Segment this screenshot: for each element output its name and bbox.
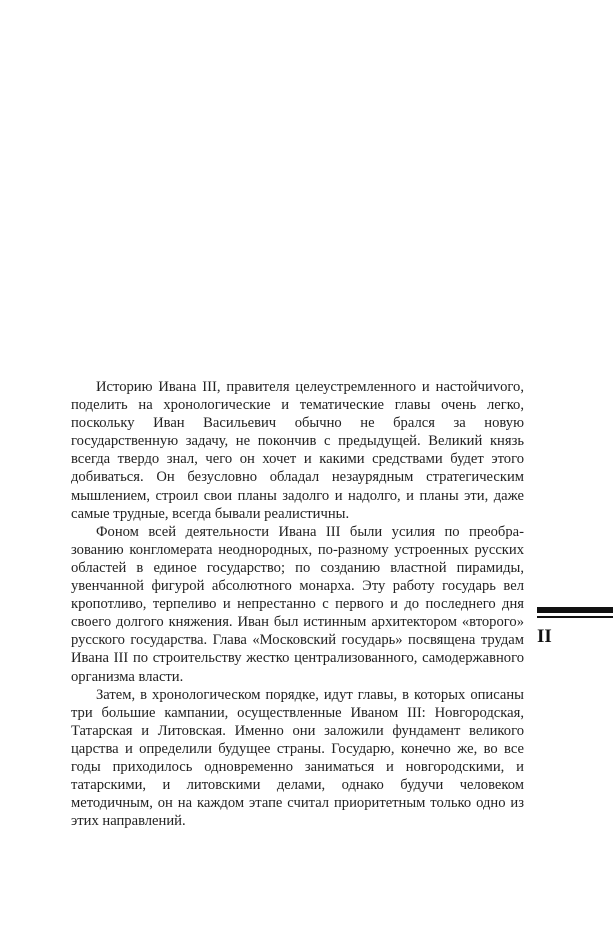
paragraph-3: Затем, в хронологическом порядке, идут главы, в которых описаны три большие кампании, осуществленные Иваном III: Новгородская, Татарская и Литовская. Именно они заложили фундамент великого царства и определили будущее страны. Государю, конечно же, во все годы приходилось одновременно заниматься и новгородскими, и татарскими, и литовскими делами, однако будучи человеком методичным, он на каждом этапе считал приоритетным только одно из этих направлений. <box>71 686 524 830</box>
section-rule-thick <box>537 607 613 613</box>
section-rule-thin <box>537 616 613 618</box>
section-marker: II <box>537 626 552 647</box>
paragraph-2: Фоном всей деятельности Ивана III были усилия по преобразованию конгломерата неоднородных, по-разному устроенных русских областей в единое государство; по созданию властной пирамиды, увенчанной фигурой абсолютного монарха. Эту работу государь вел кропотливо, терпеливо и непрестанно с первого и до последнего дня своего долгого княжения. Иван был истинным архитектором «второго» русского государства. Глава «Московский государь» посвящена трудам Ивана III по строительству жестко централизованного, самодержавного организма власти. <box>71 523 524 685</box>
paragraph-1: Историю Ивана III, правителя целеустремленного и настойчиvого, поделить на хронологические и тематические главы очень легко, поскольку Иван Васильевич обычно не брался за новую государственную задачу, не покончив с предыдущей. Великий князь всегда твердо знал, чего он хочет и какими средствами будет этого добиваться. Он безусловно обладал незаурядным стратегическим мышлением, строил свои планы задолго и надолго, и планы эти, даже самые трудные, всегда бывали реалистичны. <box>71 379 524 522</box>
body-text <box>71 378 524 830</box>
